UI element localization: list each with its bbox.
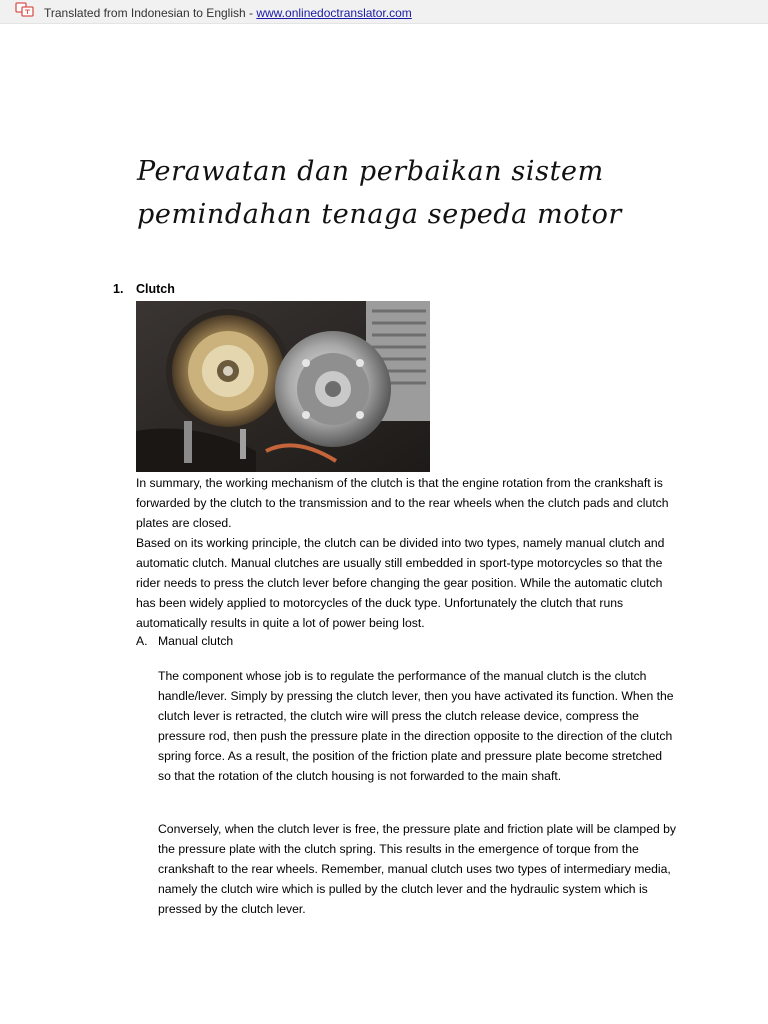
- title-line-1: Perawatan dan perbaikan sistem: [137, 156, 604, 187]
- translator-logo-icon: [15, 2, 35, 18]
- section-title: Clutch: [136, 282, 175, 296]
- title-line-2: pemindahan tenaga sepeda motor: [137, 199, 622, 230]
- subsection-heading: [136, 634, 233, 648]
- banner-label: Translated from Indonesian to English -: [44, 6, 257, 20]
- section-number: 1.: [113, 282, 124, 296]
- summary-paragraph: In summary, the working mechanism of the clutch is that the engine rotation from the crankshaft is forwarded by the clutch to the transmission and to the rear wheels when the clutch pads and clutch plates are closed.: [136, 476, 669, 530]
- subsection-title: Manual clutch: [158, 634, 234, 648]
- section-heading: [113, 282, 175, 296]
- manual-clutch-paragraph-1: The component whose job is to regulate the performance of the manual clutch is the clutch handle/lever. Simply by pressing the clutch lever, then you have activated its function. When the clutch lever is retracted, the clutch wire will press the clutch release device, compress the pressure rod, then push the pressure plate in the direction opposite to the direction of the clutch spring force. As a result, the position of the friction plate and pressure plate become stretched so that the rotation of the clutch housing is not forwarded to the main shaft.: [158, 669, 674, 783]
- clutch-types-paragraph: Based on its working principle, the clutch can be divided into two types, namely manual clutch and automatic clutch. Manual clutches are usually still embedded in sport-type motorcycles so that the rider needs to press the clutch lever before changing the gear position. While the automatic clutch has been widely applied to motorcycles of the duck type. Unfortunately the clutch that runs automatically results in quite a lot of power being lost.: [136, 536, 665, 630]
- manual-clutch-paragraph-2: Conversely, when the clutch lever is free, the pressure plate and friction plate will be clamped by the pressure plate with the clutch spring. This results in the emergence of torque from the crankshaft to the rear wheels. Remember, manual clutch uses two types of intermediary media, namely the clutch wire which is pulled by the clutch lever and the hydraulic system which is pressed by the clutch lever.: [158, 822, 677, 916]
- banner-text: [44, 2, 412, 25]
- document-title: [137, 150, 697, 236]
- translator-link[interactable]: www.onlinedoctranslator.com: [256, 6, 412, 20]
- clutch-photo: [136, 301, 430, 472]
- subsection-letter: A.: [136, 634, 148, 648]
- translation-banner: [0, 0, 768, 24]
